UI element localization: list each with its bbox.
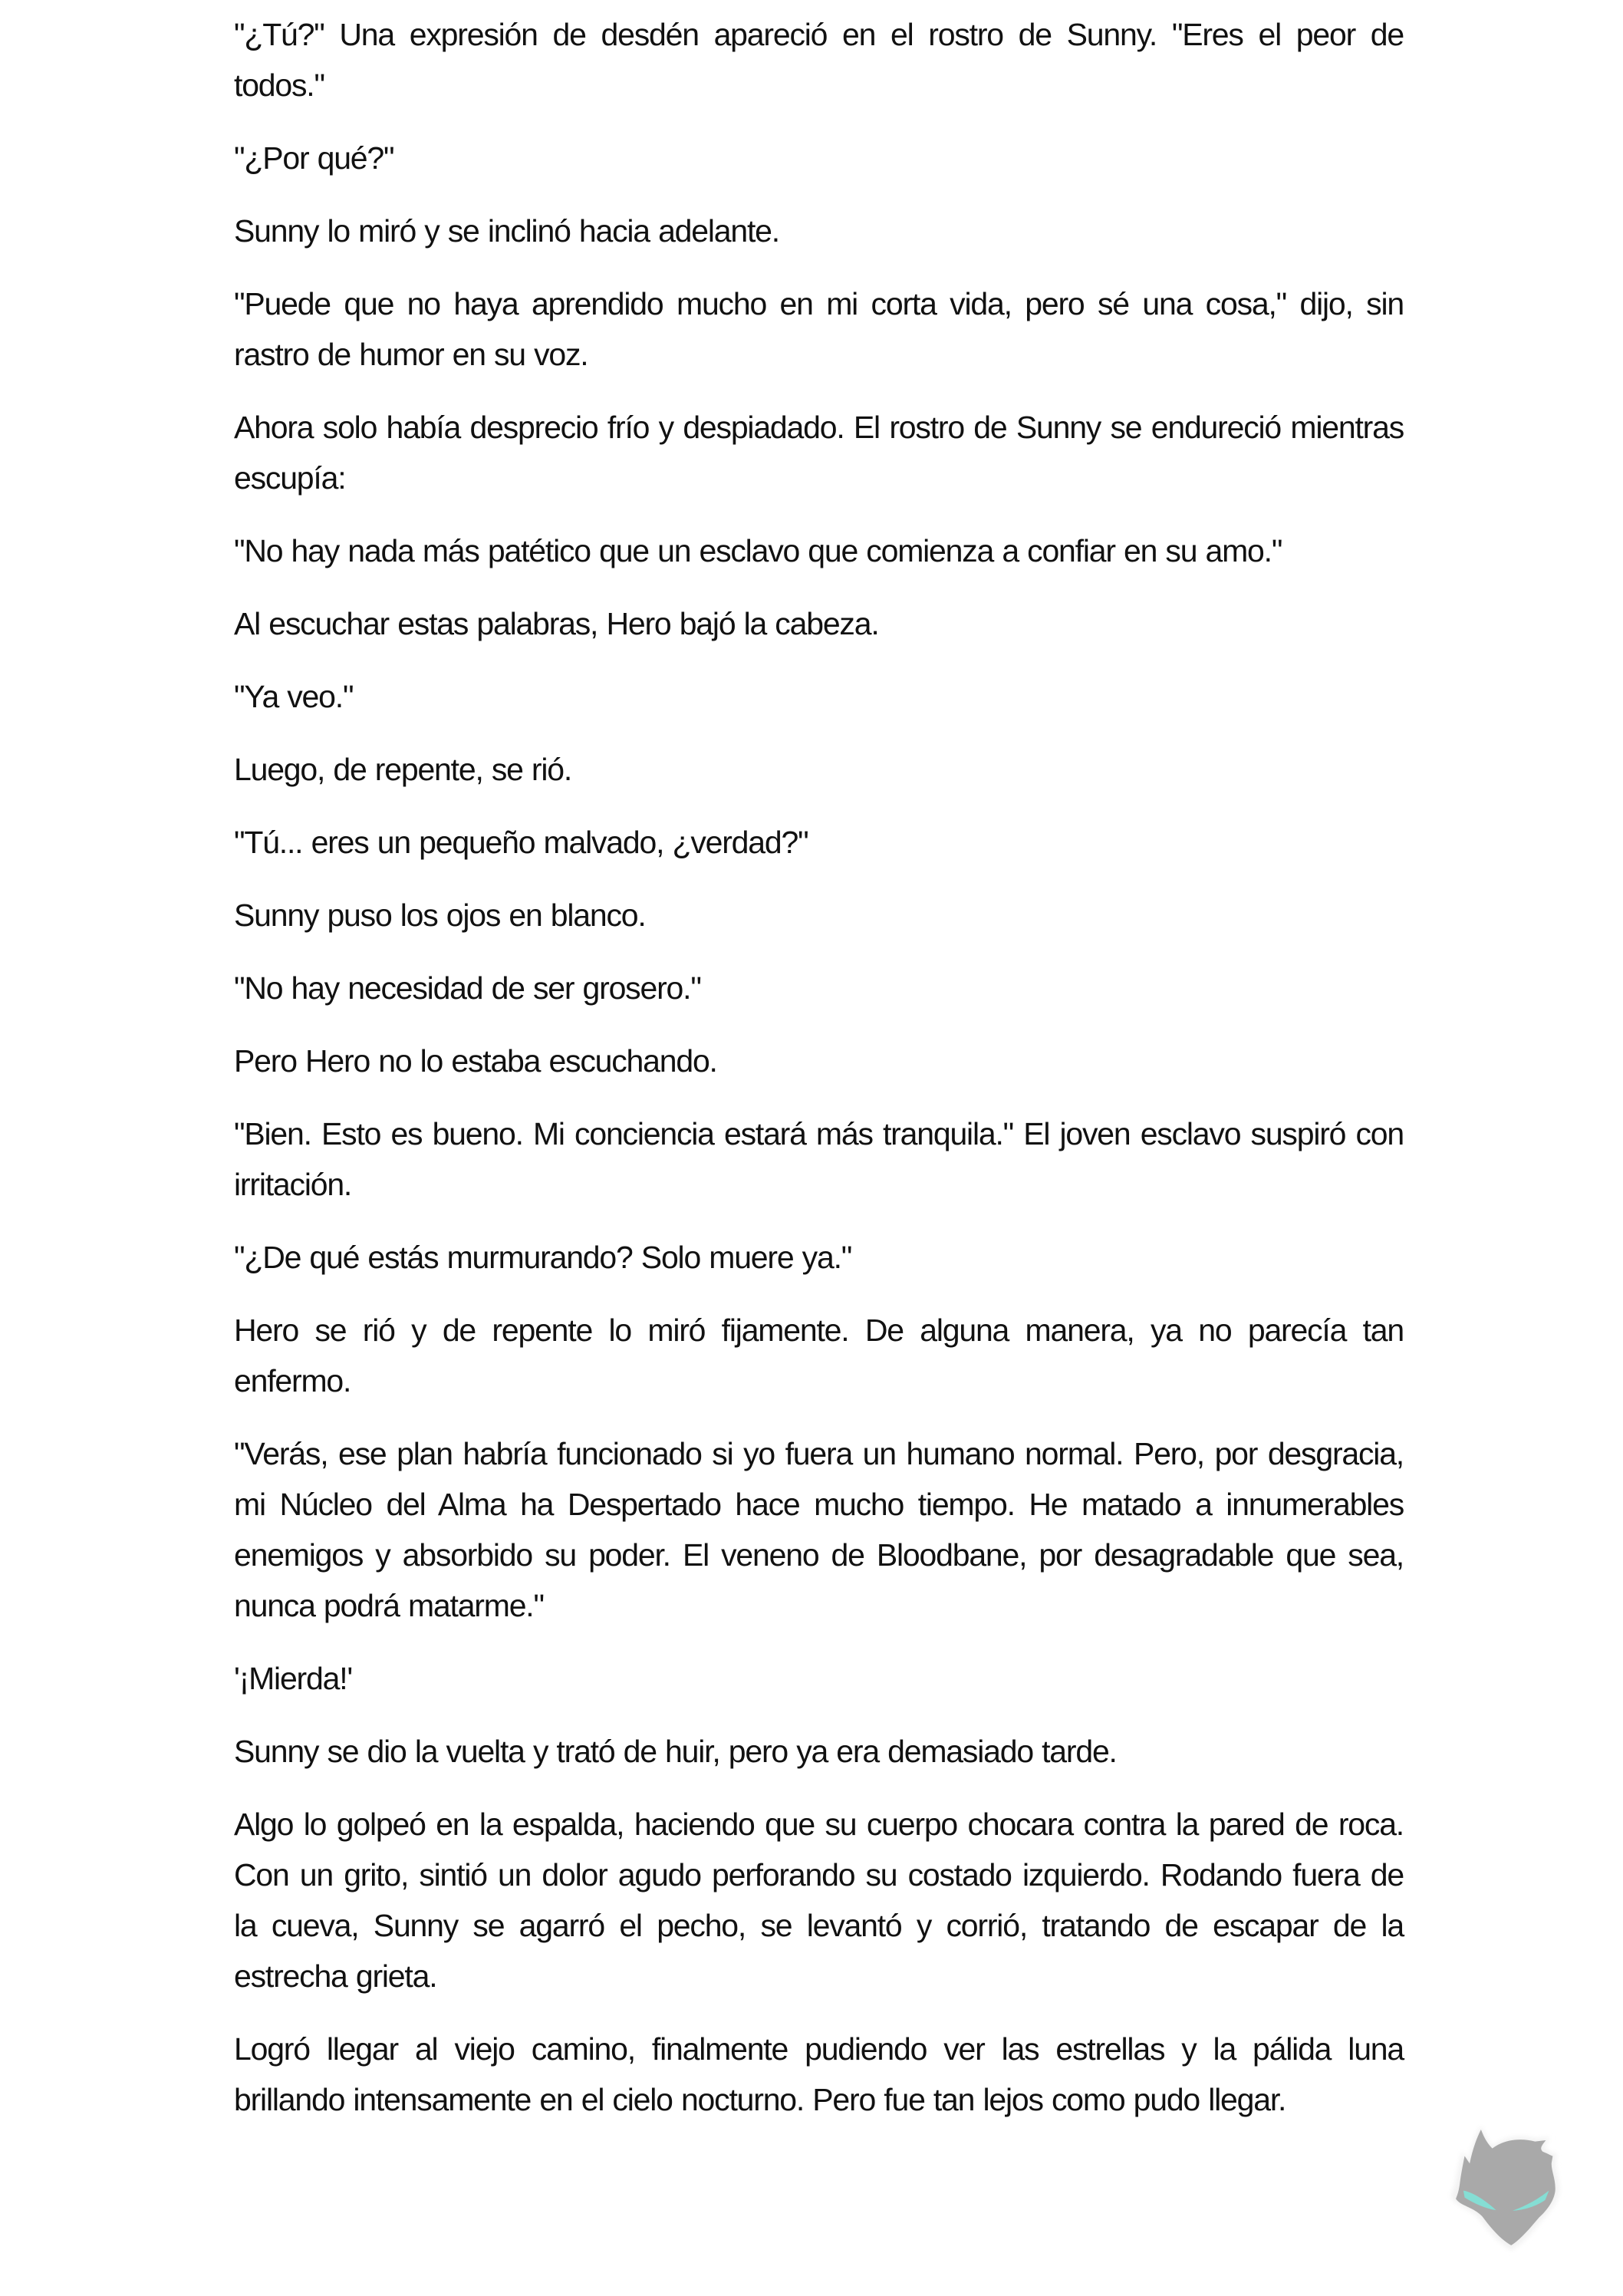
paragraph: Pero Hero no lo estaba escuchando. — [234, 1043, 717, 1079]
paragraph: "Puede que no haya aprendido mucho en mi corta vida, pero sé una cosa," dijo, sin rastro de humor en su voz. — [234, 286, 1404, 372]
document-page — [234, 9, 1404, 2147]
paragraph: "¿Por qué?" — [234, 140, 394, 176]
paragraph: Algo lo golpeó en la espalda, haciendo que su cuerpo chocara contra la pared de roca. Con un grito, sintió un dolor agudo perforando su costado izquierdo. Rodando fuera de la cueva, Sunny se agarró el pecho, se levantó y corrió, tratando de escapar de la estrecha grieta. — [234, 1807, 1404, 1994]
paragraph: "¿Tú?" Una expresión de desdén apareció en el rostro de Sunny. "Eres el peor de todos." — [234, 17, 1404, 103]
paragraph: Sunny lo miró y se inclinó hacia adelante. — [234, 213, 779, 249]
paragraph: "Ya veo." — [234, 679, 354, 714]
paragraph: Sunny puso los ojos en blanco. — [234, 898, 646, 933]
paragraph: "¿De qué estás murmurando? Solo muere ya." — [234, 1240, 852, 1275]
paragraph: "No hay nada más patético que un esclavo que comienza a confiar en su amo." — [234, 533, 1282, 568]
paragraph: "Verás, ese plan habría funcionado si yo fuera un humano normal. Pero, por desgracia, mi Núcleo del Alma ha Despertado hace mucho tiempo. He matado a innumerables enemigos y absorbido su poder. El veneno de Bloodbane, por desagradable que sea, nunca podrá matarme." — [234, 1436, 1404, 1623]
paragraph: Ahora solo había desprecio frío y despiadado. El rostro de Sunny se endureció mientras escupía: — [234, 410, 1404, 496]
paragraph: "Tú... eres un pequeño malvado, ¿verdad?" — [234, 825, 808, 860]
paragraph: Hero se rió y de repente lo miró fijamente. De alguna manera, ya no parecía tan enfermo. — [234, 1313, 1404, 1398]
demon-head-shape — [1456, 2130, 1556, 2245]
paragraph: "Bien. Esto es bueno. Mi conciencia estará más tranquila." El joven esclavo suspiró con irritación. — [234, 1116, 1404, 1202]
paragraph: Luego, de repente, se rió. — [234, 752, 572, 787]
paragraph: Sunny se dio la vuelta y trató de huir, pero ya era demasiado tarde. — [234, 1734, 1117, 1769]
paragraph: Al escuchar estas palabras, Hero bajó la cabeza. — [234, 606, 879, 641]
demon-head-icon — [1442, 2117, 1603, 2278]
paragraph: '¡Mierda!' — [234, 1661, 353, 1696]
paragraph: "No hay necesidad de ser grosero." — [234, 970, 701, 1006]
watermark-logo — [1442, 2117, 1603, 2278]
paragraph: Logró llegar al viejo camino, finalmente pudiendo ver las estrellas y la pálida luna brillando intensamente en el cielo nocturno. Pero fue tan lejos como pudo llegar. — [234, 2031, 1404, 2117]
